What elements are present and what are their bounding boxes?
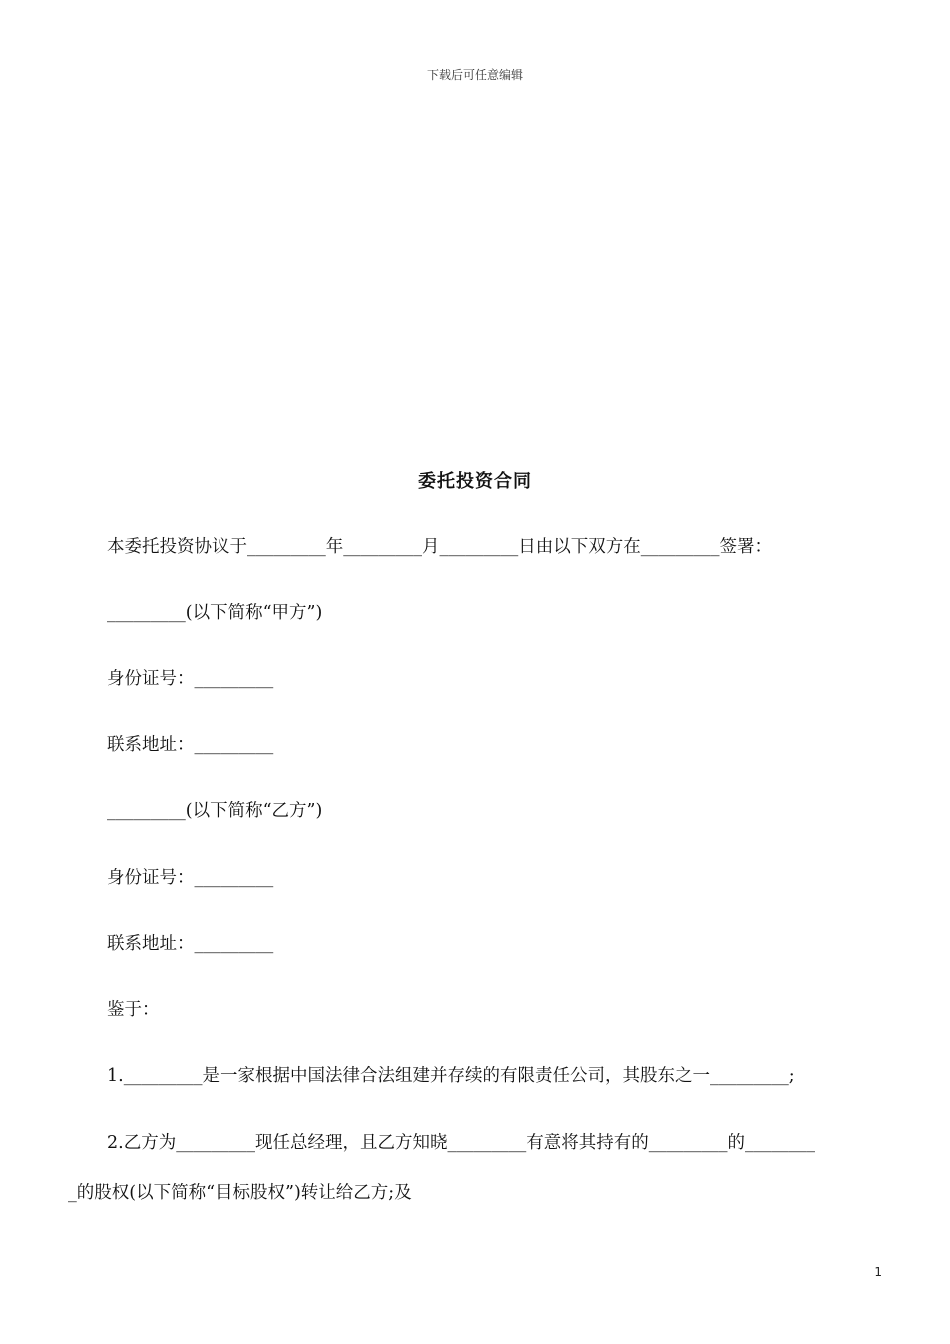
party-b-address-line: 联系地址：_________	[107, 934, 274, 954]
page-number: 1	[874, 1265, 882, 1279]
recital-item-2-line-2: _的股权(以下简称“目标股权”)转让给乙方;及	[68, 1183, 412, 1203]
document-title: 委托投资合同	[418, 471, 532, 492]
intro-paragraph: 本委托投资协议于_________年_________月_________日由以下双方在_________签署：	[107, 537, 772, 557]
recital-item-1: 1._________是一家根据中国法律合法组建并存续的有限责任公司，其股东之一_________;	[107, 1066, 795, 1086]
party-b-id-line: 身份证号：_________	[107, 868, 274, 888]
header-note: 下载后可任意编辑	[426, 68, 523, 82]
party-a-line: _________(以下简称“甲方”)	[107, 603, 323, 623]
whereas-heading: 鉴于：	[107, 1000, 160, 1020]
party-b-line: _________(以下简称“乙方”)	[107, 801, 323, 821]
party-a-id-line: 身份证号：_________	[107, 669, 274, 689]
recital-item-2-line-1: 2.乙方为_________现任总经理，且乙方知晓_________有意将其持有的_________的________	[107, 1133, 815, 1153]
party-a-address-line: 联系地址：_________	[107, 735, 274, 755]
